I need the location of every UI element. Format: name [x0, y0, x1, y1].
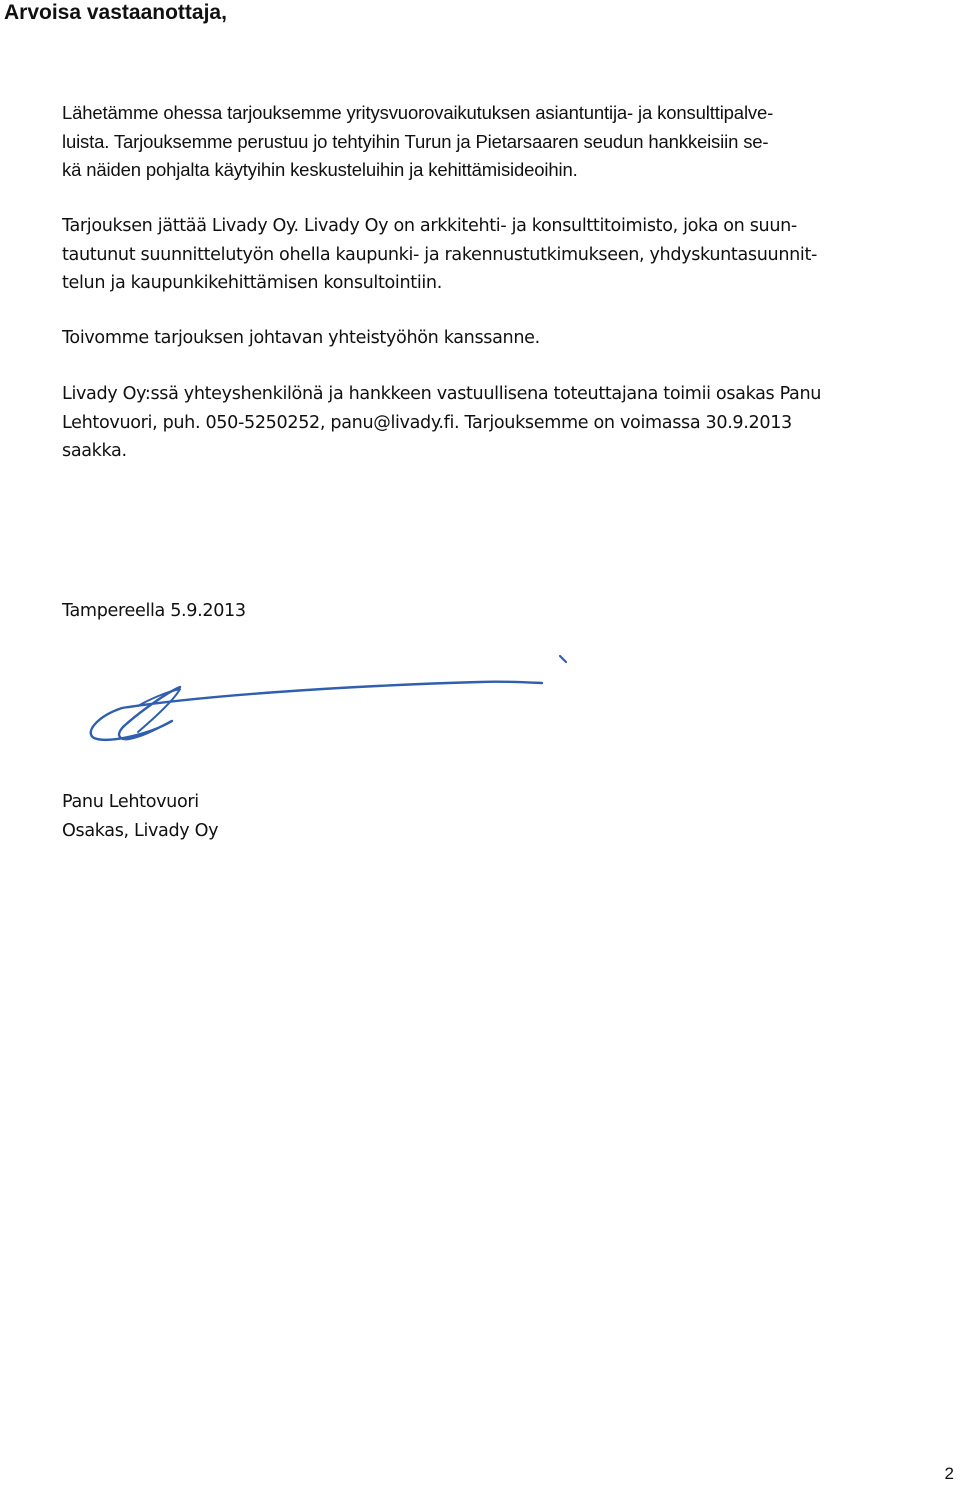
place-and-date	[62, 597, 952, 626]
paragraph-line: Tarjouksen jättää Livady Oy. Livady Oy on arkkitehti- ja konsulttitoimisto, joka on suun-	[62, 216, 797, 236]
paragraph-line: Lähetämme ohessa tarjouksemme yritysvuorovaikutuksen asiantuntija- ja konsulttipalve-	[62, 102, 774, 123]
signature-stroke	[560, 656, 566, 662]
intro-paragraph	[62, 99, 952, 185]
paragraph-line: tautunut suunnittelutyön ohella kaupunki- ja rakennustutkimukseen, yhdyskuntasuunnit-	[62, 244, 818, 265]
company-paragraph	[62, 212, 952, 298]
place-date-text: Tampereella 5.9.2013	[62, 601, 246, 621]
signature-stroke	[91, 682, 542, 740]
contact-paragraph	[62, 380, 952, 466]
paragraph-line: kä näiden pohjalta käytyihin keskusteluihin ja kehittämisideoihin.	[62, 159, 578, 180]
greeting-heading: Arvoisa vastaanottaja,	[4, 1, 227, 24]
signer-title: Osakas, Livady Oy	[62, 820, 219, 841]
paragraph-line: Livady Oy:ssä yhteyshenkilönä ja hankkeen vastuullisena toteuttajana toimii osakas Panu	[62, 384, 822, 404]
paragraph-line: Lehtovuori, puh. 050-5250252, panu@livady.fi. Tarjouksemme on voimassa 30.9.2013	[62, 412, 792, 433]
page-number: 2	[944, 1464, 954, 1483]
paragraph-line: Toivomme tarjouksen johtavan yhteistyöhön kanssanne.	[62, 328, 540, 348]
paragraph-line: saakka.	[62, 441, 127, 461]
paragraph-line: luista. Tarjouksemme perustuu jo tehtyihin Turun ja Pietarsaaren seudun hankkeisiin se-	[62, 130, 769, 152]
handwritten-signature	[80, 648, 600, 758]
paragraph-line: telun ja kaupunkikehittämisen konsultointiin.	[62, 273, 442, 293]
signer-name: Panu Lehtovuori	[62, 792, 199, 812]
signer-block	[62, 788, 952, 845]
cooperation-paragraph	[62, 324, 952, 353]
